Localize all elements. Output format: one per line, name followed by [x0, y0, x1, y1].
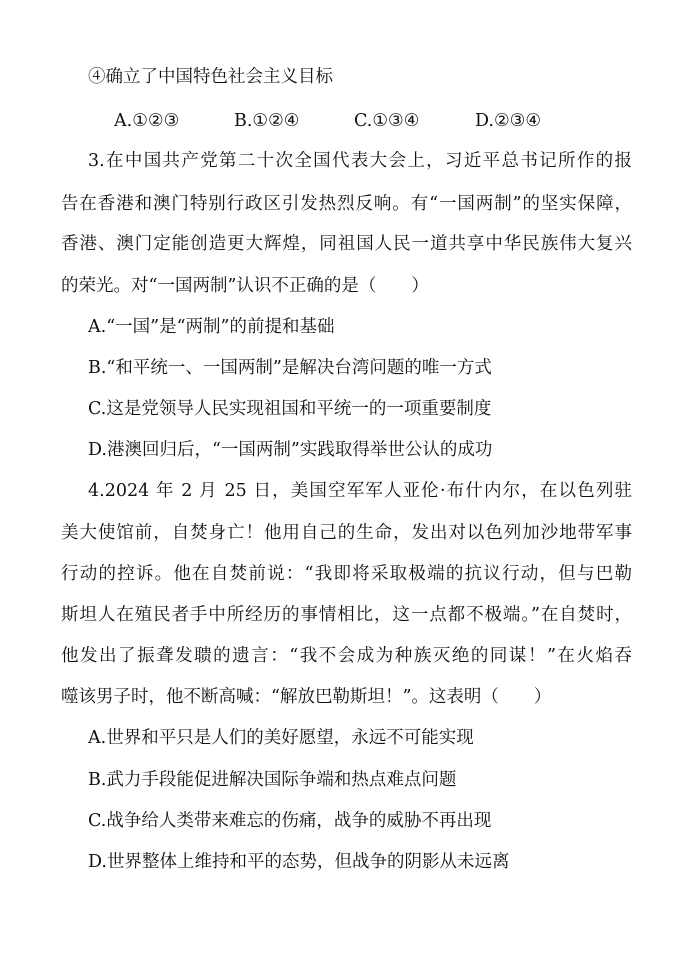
q4-option-c: C.战争给人类带来难忘的伤痛，战争的威胁不再出现: [88, 811, 492, 831]
q4-stem-line-5: 他发出了振聋发聩的遗言：“我不会成为种族灭绝的同谋！”在火焰吞: [61, 646, 632, 666]
q4-option-d: D.世界整体上维持和平的态势，但战争的阴影从未远离: [88, 852, 510, 872]
q4-option-b: B.武力手段能促进解决国际争端和热点难点问题: [88, 770, 457, 790]
q3-option-d: D.港澳回归后，“一国两制”实践取得举世公认的成功: [88, 440, 493, 460]
q4-stem-line-4: 斯坦人在殖民者手中所经历的事情相比，这一点都不极端。”在自焚时，: [61, 605, 632, 625]
q2-item-4: ④确立了中国特色社会主义目标: [88, 67, 333, 87]
q4-stem-line-1: 4.2024 年 2 月 25 日，美国空军军人亚伦·布什内尔，在以色列驻: [88, 481, 632, 501]
q3-stem-line-3: 香港、澳门定能创造更大辉煌，同祖国人民一道共享中华民族伟大复兴: [61, 234, 632, 254]
q2-option-a: A.①②③: [114, 111, 180, 131]
q2-option-d: D.②③④: [475, 111, 542, 131]
q3-stem-line-2: 告在香港和澳门特别行政区引发热烈反响。有“一国两制”的坚实保障，: [61, 194, 632, 214]
q4-stem-line-3: 行动的控诉。他在自焚前说：“我即将采取极端的抗议行动，但与巴勒: [61, 564, 632, 584]
q2-option-c: C.①③④: [354, 111, 420, 131]
q3-option-a: A.“一国”是“两制”的前提和基础: [88, 317, 335, 337]
q3-stem-line-4: 的荣光。对“一国两制”认识不正确的是（ ）: [61, 276, 429, 296]
q4-stem-line-6: 噬该男子时，他不断高喊：“解放巴勒斯坦！”。这表明（ ）: [61, 687, 552, 707]
q3-stem-line-1: 3.在中国共产党第二十次全国代表大会上，习近平总书记所作的报: [88, 151, 632, 171]
q2-option-b: B.①②④: [234, 111, 300, 131]
q4-option-a: A.世界和平只是人们的美好愿望，永远不可能实现: [88, 728, 474, 748]
q3-option-c: C.这是党领导人民实现祖国和平统一的一项重要制度: [88, 399, 492, 419]
q4-stem-line-2: 美大使馆前，自焚身亡！他用自己的生命，发出对以色列加沙地带军事: [61, 523, 632, 543]
q3-option-b: B.“和平统一、一国两制”是解决台湾问题的唯一方式: [88, 358, 492, 378]
